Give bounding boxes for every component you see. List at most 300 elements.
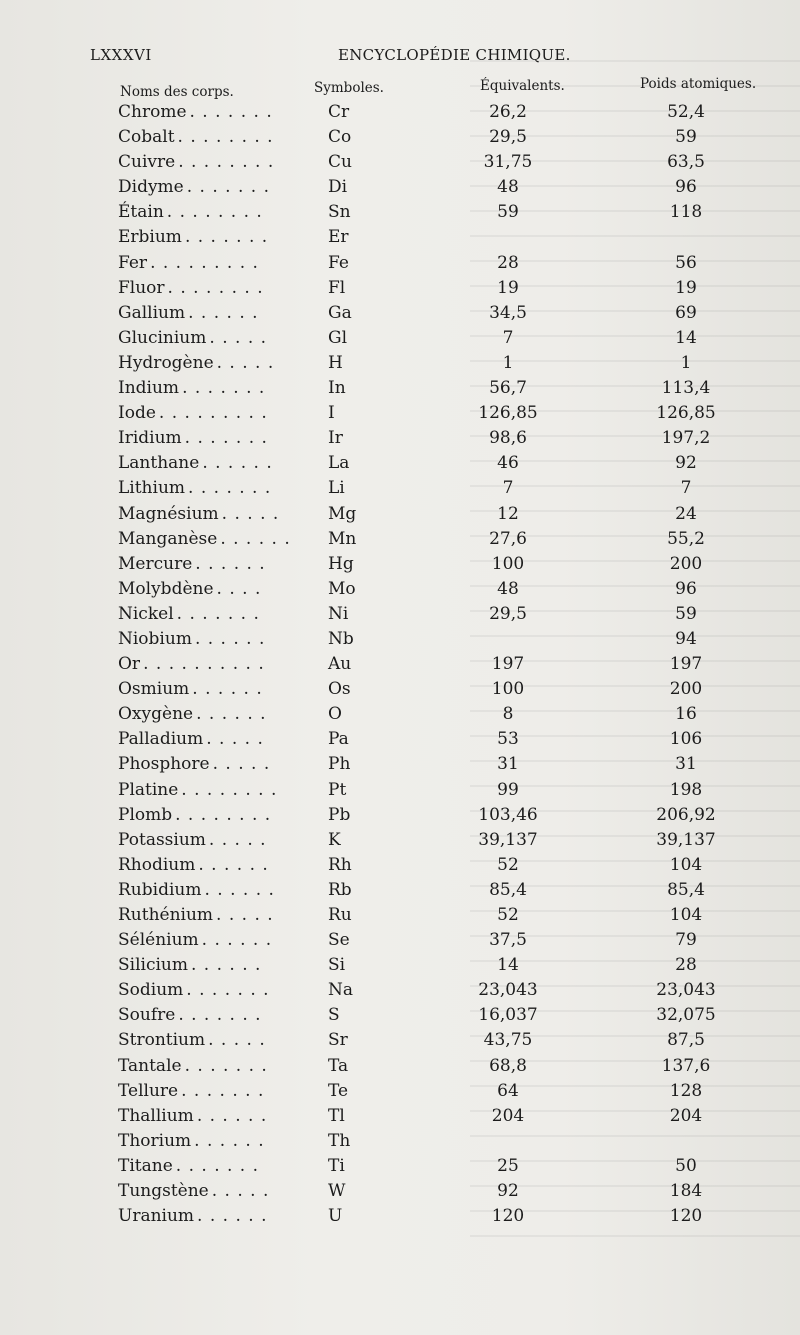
column-headers	[0, 76, 800, 100]
element-name: Nickel	[118, 603, 174, 624]
element-symbol: Tl	[328, 1105, 345, 1126]
element-symbol: K	[328, 829, 341, 850]
leader-dots: . . . . . . . .	[181, 779, 278, 800]
element-equivalent: 8	[502, 704, 514, 725]
element-symbol: Pa	[328, 729, 349, 750]
element-symbol: W	[328, 1181, 346, 1202]
leader-dots: . . . . . .	[196, 1105, 268, 1126]
table-row	[0, 1030, 800, 1055]
table-row	[0, 1081, 800, 1106]
element-atomic-weight: 198	[669, 779, 703, 800]
table-row	[0, 1181, 800, 1206]
element-name: Tantale	[118, 1055, 182, 1076]
table-row	[0, 1206, 800, 1231]
element-symbol: Hg	[328, 553, 354, 574]
leader-dots: . . . . . . . .	[175, 804, 272, 825]
element-name-cell	[118, 478, 271, 498]
leader-dots: . . . . . .	[201, 930, 273, 951]
element-name-cell	[118, 855, 269, 875]
element-name-cell	[118, 378, 265, 398]
element-symbol: Pt	[328, 779, 347, 800]
element-symbol: Mn	[328, 528, 357, 549]
table-row	[0, 930, 800, 955]
element-name: Fluor	[118, 277, 165, 298]
element-name: Rubidium	[118, 879, 202, 900]
element-name: Indium	[118, 378, 180, 399]
column-header-atomic-weight: Poids atomiques.	[640, 76, 757, 92]
element-atomic-weight: 184	[669, 1181, 703, 1202]
element-name-cell	[118, 980, 270, 1000]
table-row	[0, 905, 800, 930]
table-row	[0, 980, 800, 1005]
element-symbol: Mo	[328, 578, 356, 599]
element-equivalent: 1	[502, 352, 514, 373]
element-name: Strontium	[118, 1030, 206, 1051]
leader-dots: . . . . .	[208, 829, 267, 850]
element-equivalent: 25	[497, 1155, 519, 1176]
element-atomic-weight: 59	[675, 603, 697, 624]
table-row	[0, 579, 800, 604]
element-equivalent: 56,7	[489, 378, 527, 399]
element-name: Mercure	[118, 553, 193, 574]
element-symbol: Ph	[328, 754, 351, 775]
element-name: Gallium	[118, 302, 186, 323]
element-name-cell	[118, 805, 271, 825]
element-equivalent: 85,4	[489, 879, 527, 900]
element-name: Didyme	[118, 177, 184, 198]
element-name: Palladium	[118, 729, 204, 750]
element-atomic-weight: 31	[675, 754, 697, 775]
element-symbol: S	[328, 1005, 340, 1026]
element-name: Or	[118, 654, 141, 675]
element-atomic-weight: 55,2	[667, 528, 705, 549]
element-name: Fer	[118, 252, 148, 273]
element-equivalent: 28	[497, 252, 519, 273]
leader-dots: . . . . . . .	[178, 1005, 262, 1026]
element-atomic-weight: 19	[675, 277, 697, 298]
element-atomic-weight: 28	[675, 955, 697, 976]
leader-dots: . . . . . .	[197, 1206, 268, 1227]
table-row	[0, 604, 800, 629]
leader-dots: . . . . . . .	[181, 1080, 265, 1101]
element-equivalent: 23,043	[478, 980, 538, 1001]
element-symbol: Di	[328, 177, 348, 198]
element-name: Uranium	[118, 1206, 195, 1227]
table-row	[0, 729, 800, 754]
table-row	[0, 780, 800, 805]
element-equivalent: 92	[497, 1181, 519, 1202]
element-atomic-weight: 96	[675, 177, 697, 198]
leader-dots: . . . . . . .	[186, 980, 270, 1001]
element-symbol: Fl	[328, 277, 346, 298]
element-atomic-weight: 59	[675, 127, 697, 148]
element-equivalent: 27,6	[489, 528, 527, 549]
leader-dots: . . . . . . .	[186, 177, 270, 198]
element-name-cell	[118, 880, 275, 900]
element-name: Silicium	[118, 955, 188, 976]
element-equivalent: 19	[497, 277, 519, 298]
element-name-cell	[118, 629, 265, 649]
leader-dots: . . . . . . . . .	[158, 403, 268, 424]
table-row	[0, 253, 800, 278]
element-name: Thorium	[118, 1130, 192, 1151]
page-title: ENCYCLOPÉDIE CHIMIQUE.	[338, 46, 571, 64]
element-equivalent: 12	[497, 503, 519, 524]
element-name-cell	[118, 654, 265, 674]
element-name: Molybdène	[118, 578, 214, 599]
leader-dots: . . . . . .	[196, 704, 267, 725]
element-symbol: Ta	[328, 1055, 349, 1076]
element-name-cell	[118, 1156, 259, 1176]
element-symbol: Nb	[328, 628, 354, 649]
element-equivalent: 46	[497, 453, 519, 474]
leader-dots: . . . . .	[208, 1030, 266, 1051]
element-name: Tungstène	[118, 1181, 209, 1202]
element-atomic-weight: 120	[669, 1206, 703, 1227]
element-name-cell	[118, 353, 274, 373]
element-name-cell	[118, 579, 261, 599]
element-atomic-weight: 204	[669, 1105, 703, 1126]
element-name: Iridium	[118, 428, 182, 449]
element-symbol: O	[328, 704, 342, 725]
element-name-cell	[118, 529, 291, 549]
element-equivalent: 7	[502, 478, 514, 499]
element-symbol: Gl	[328, 327, 348, 348]
table-row	[0, 202, 800, 227]
table-row	[0, 102, 800, 127]
running-head	[0, 46, 800, 70]
element-symbol: Co	[328, 127, 352, 148]
element-atomic-weight: 113,4	[661, 378, 711, 399]
leader-dots: . . . . .	[212, 754, 271, 775]
element-name-cell	[118, 504, 279, 524]
element-symbol: Fe	[328, 252, 349, 273]
element-name-cell	[118, 328, 267, 348]
element-symbol: Ni	[328, 603, 349, 624]
leader-dots: . . . . . .	[220, 528, 291, 549]
element-equivalent: 99	[497, 779, 519, 800]
element-atomic-weight: 200	[669, 553, 703, 574]
table-row	[0, 177, 800, 202]
element-symbol: Rb	[328, 879, 352, 900]
leader-dots: . . . . .	[221, 503, 280, 524]
leader-dots: . . . . . . .	[184, 1055, 268, 1076]
table-row	[0, 453, 800, 478]
table-row	[0, 1005, 800, 1030]
element-symbol: Te	[328, 1080, 349, 1101]
leader-dots: . . . . . . .	[176, 603, 260, 624]
element-symbol: Cr	[328, 102, 350, 122]
table-row	[0, 478, 800, 503]
element-equivalent: 126,85	[478, 403, 538, 424]
leader-dots: . . . . . .	[192, 679, 263, 700]
table-row	[0, 1056, 800, 1081]
table-row	[0, 378, 800, 403]
element-symbol: Os	[328, 679, 351, 700]
element-name: Cobalt	[118, 127, 175, 148]
element-name: Sélénium	[118, 930, 199, 951]
element-atomic-weight: 69	[675, 302, 697, 323]
element-name-cell	[118, 303, 259, 323]
element-name-cell	[118, 102, 273, 122]
element-equivalent: 120	[491, 1206, 525, 1227]
table-row	[0, 127, 800, 152]
leader-dots: . . . . . . . .	[177, 127, 274, 148]
element-name: Lithium	[118, 478, 186, 499]
element-equivalent: 48	[497, 578, 519, 599]
element-atomic-weight: 16	[675, 704, 697, 725]
element-name-cell	[118, 253, 259, 273]
table-row	[0, 403, 800, 428]
element-atomic-weight: 128	[669, 1080, 703, 1101]
element-equivalent: 14	[497, 955, 519, 976]
element-symbol: Si	[328, 955, 346, 976]
element-name: Hydrogène	[118, 352, 214, 373]
element-name: Ruthénium	[118, 905, 214, 925]
element-name: Oxygène	[118, 704, 194, 725]
table-row	[0, 554, 800, 579]
table-row	[0, 303, 800, 328]
element-equivalent: 68,8	[489, 1055, 527, 1076]
element-name-cell	[118, 1005, 262, 1025]
leader-dots: . . . . . . .	[184, 227, 269, 248]
element-symbol: Na	[328, 980, 354, 1001]
element-symbol: U	[328, 1206, 343, 1227]
element-name-cell	[118, 227, 268, 247]
leader-dots: . . . . . .	[188, 302, 259, 323]
table-row	[0, 227, 800, 252]
table-row	[0, 830, 800, 855]
leader-dots: . . . . . . . .	[166, 202, 263, 223]
element-atomic-weight: 206,92	[656, 804, 716, 825]
element-symbol: Rh	[328, 854, 352, 875]
element-symbol: Pb	[328, 804, 351, 825]
element-atomic-weight: 104	[669, 905, 703, 925]
element-name-cell	[118, 830, 267, 850]
table-row	[0, 704, 800, 729]
element-symbol: Ti	[328, 1155, 345, 1176]
element-equivalent: 29,5	[489, 127, 527, 148]
element-atomic-weight: 1	[680, 352, 692, 373]
element-symbol: Au	[328, 654, 352, 675]
leader-dots: . . . . .	[216, 352, 275, 373]
element-equivalent: 7	[502, 327, 514, 348]
element-name: Soufre	[118, 1005, 176, 1026]
element-name: Plomb	[118, 804, 173, 825]
element-name-cell	[118, 1206, 268, 1226]
leader-dots: . . . . . . . .	[178, 152, 275, 173]
element-symbol: In	[328, 378, 346, 399]
leader-dots: . . . . . .	[190, 955, 262, 976]
table-row	[0, 880, 800, 905]
table-row	[0, 855, 800, 880]
element-name-cell	[118, 1106, 267, 1126]
element-symbol: Se	[328, 930, 350, 951]
leader-dots: . . . . .	[209, 327, 268, 348]
leader-dots: . . . . . .	[198, 854, 269, 875]
element-atomic-weight: 126,85	[656, 403, 716, 424]
element-equivalent: 98,6	[489, 428, 527, 449]
element-name-cell	[118, 202, 263, 222]
element-name-cell	[118, 754, 270, 774]
element-equivalent: 43,75	[483, 1030, 533, 1051]
element-symbol: Cu	[328, 152, 352, 173]
element-symbol: Sn	[328, 202, 351, 223]
element-name: Iode	[118, 403, 156, 424]
leader-dots: . . . . . . . .	[167, 277, 264, 298]
element-name-cell	[118, 278, 264, 298]
element-symbol: H	[328, 352, 343, 373]
element-name-cell	[118, 1131, 265, 1151]
leader-dots: . . . .	[216, 578, 262, 599]
element-equivalent: 100	[491, 553, 525, 574]
leader-dots: . . . . . . .	[188, 478, 272, 499]
element-name: Thallium	[118, 1105, 194, 1126]
element-symbol: Ir	[328, 428, 343, 449]
table-row	[0, 679, 800, 704]
element-name: Phosphore	[118, 754, 210, 775]
element-equivalent: 52	[497, 854, 519, 875]
element-atomic-weight: 92	[675, 453, 697, 474]
element-name-cell	[118, 152, 274, 172]
element-table	[0, 102, 800, 1231]
table-row	[0, 152, 800, 177]
element-name: Niobium	[118, 628, 192, 649]
leader-dots: . . . . . .	[195, 553, 266, 574]
element-atomic-weight: 137,6	[661, 1055, 711, 1076]
element-atomic-weight: 94	[675, 628, 697, 649]
element-atomic-weight: 197,2	[661, 428, 711, 449]
element-symbol: Er	[328, 227, 349, 248]
element-atomic-weight: 24	[675, 503, 697, 524]
element-equivalent: 103,46	[478, 804, 538, 825]
element-equivalent: 52	[497, 905, 519, 925]
element-equivalent: 100	[491, 679, 525, 700]
element-atomic-weight: 87,5	[667, 1030, 705, 1051]
table-row	[0, 353, 800, 378]
table-row	[0, 1156, 800, 1181]
element-name-cell	[118, 554, 266, 574]
table-row	[0, 805, 800, 830]
element-equivalent: 31,75	[483, 152, 533, 173]
table-row	[0, 654, 800, 679]
element-name: Magnésium	[118, 503, 219, 524]
element-atomic-weight: 200	[669, 679, 703, 700]
element-symbol: Ru	[328, 905, 352, 925]
element-name-cell	[118, 704, 267, 724]
column-header-equivalent: Équivalents.	[480, 78, 565, 94]
column-header-name: Noms des corps.	[120, 84, 234, 100]
element-atomic-weight: 79	[675, 930, 697, 951]
element-name-cell	[118, 1056, 268, 1076]
element-name-cell	[118, 1030, 266, 1050]
element-name: Tellure	[118, 1080, 179, 1101]
element-equivalent: 16,037	[478, 1005, 538, 1026]
element-name: Manganèse	[118, 528, 218, 549]
element-name-cell	[118, 403, 268, 423]
table-row	[0, 504, 800, 529]
element-equivalent: 59	[497, 202, 519, 223]
element-equivalent: 26,2	[489, 102, 527, 122]
element-name-cell	[118, 453, 273, 473]
table-row	[0, 955, 800, 980]
element-equivalent: 39,137	[478, 829, 538, 850]
element-name: Glucinium	[118, 327, 207, 348]
element-atomic-weight: 63,5	[667, 152, 705, 173]
element-symbol: I	[328, 403, 335, 424]
element-atomic-weight: 32,075	[656, 1005, 716, 1026]
element-atomic-weight: 104	[669, 854, 703, 875]
leader-dots: . . . . . .	[194, 628, 266, 649]
element-equivalent: 34,5	[489, 302, 527, 323]
leader-dots: . . . . . . . . . .	[143, 654, 265, 675]
leader-dots: . . . . . . .	[184, 428, 268, 449]
element-atomic-weight: 39,137	[656, 829, 716, 850]
element-atomic-weight: 96	[675, 578, 697, 599]
element-name-cell	[118, 780, 277, 800]
leader-dots: . . . . . . .	[182, 378, 266, 399]
element-symbol: Mg	[328, 503, 357, 524]
element-equivalent: 53	[497, 729, 519, 750]
element-equivalent: 29,5	[489, 603, 527, 624]
element-name: Potassium	[118, 829, 206, 850]
page-folio: LXXXVI	[90, 46, 152, 64]
table-row	[0, 1131, 800, 1156]
element-atomic-weight: 56	[675, 252, 697, 273]
leader-dots: . . . . . .	[194, 1130, 265, 1151]
element-atomic-weight: 118	[669, 202, 703, 223]
leader-dots: . . . . . . .	[189, 102, 273, 122]
element-symbol: Th	[328, 1130, 351, 1151]
element-name: Erbium	[118, 227, 182, 248]
element-symbol: Sr	[328, 1030, 348, 1051]
element-atomic-weight: 23,043	[656, 980, 716, 1001]
element-equivalent: 31	[497, 754, 519, 775]
element-name: Osmium	[118, 679, 190, 700]
leader-dots: . . . . . . .	[175, 1155, 260, 1176]
table-row	[0, 428, 800, 453]
element-name-cell	[118, 428, 268, 448]
element-name: Étain	[118, 202, 164, 223]
element-atomic-weight: 14	[675, 327, 697, 348]
element-equivalent: 37,5	[489, 930, 527, 951]
element-name-cell	[118, 679, 263, 699]
leader-dots: . . . . .	[211, 1181, 270, 1202]
element-equivalent: 204	[491, 1105, 525, 1126]
element-name-cell	[118, 955, 261, 975]
leader-dots: . . . . .	[206, 729, 264, 750]
element-name-cell	[118, 604, 260, 624]
table-row	[0, 1106, 800, 1131]
element-symbol: La	[328, 453, 350, 474]
element-name-cell	[118, 905, 274, 925]
element-name-cell	[118, 1081, 264, 1101]
table-row	[0, 529, 800, 554]
leader-dots: . . . . . .	[204, 879, 275, 900]
element-name: Rhodium	[118, 854, 196, 875]
table-row	[0, 278, 800, 303]
element-name-cell	[118, 177, 270, 197]
element-atomic-weight: 52,4	[667, 102, 705, 122]
element-atomic-weight: 50	[675, 1155, 697, 1176]
element-name: Lanthane	[118, 453, 200, 474]
table-row	[0, 328, 800, 353]
element-atomic-weight: 197	[669, 654, 703, 675]
element-equivalent: 48	[497, 177, 519, 198]
leader-dots: . . . . .	[216, 905, 274, 925]
element-name-cell	[118, 930, 272, 950]
element-name: Titane	[118, 1155, 173, 1176]
